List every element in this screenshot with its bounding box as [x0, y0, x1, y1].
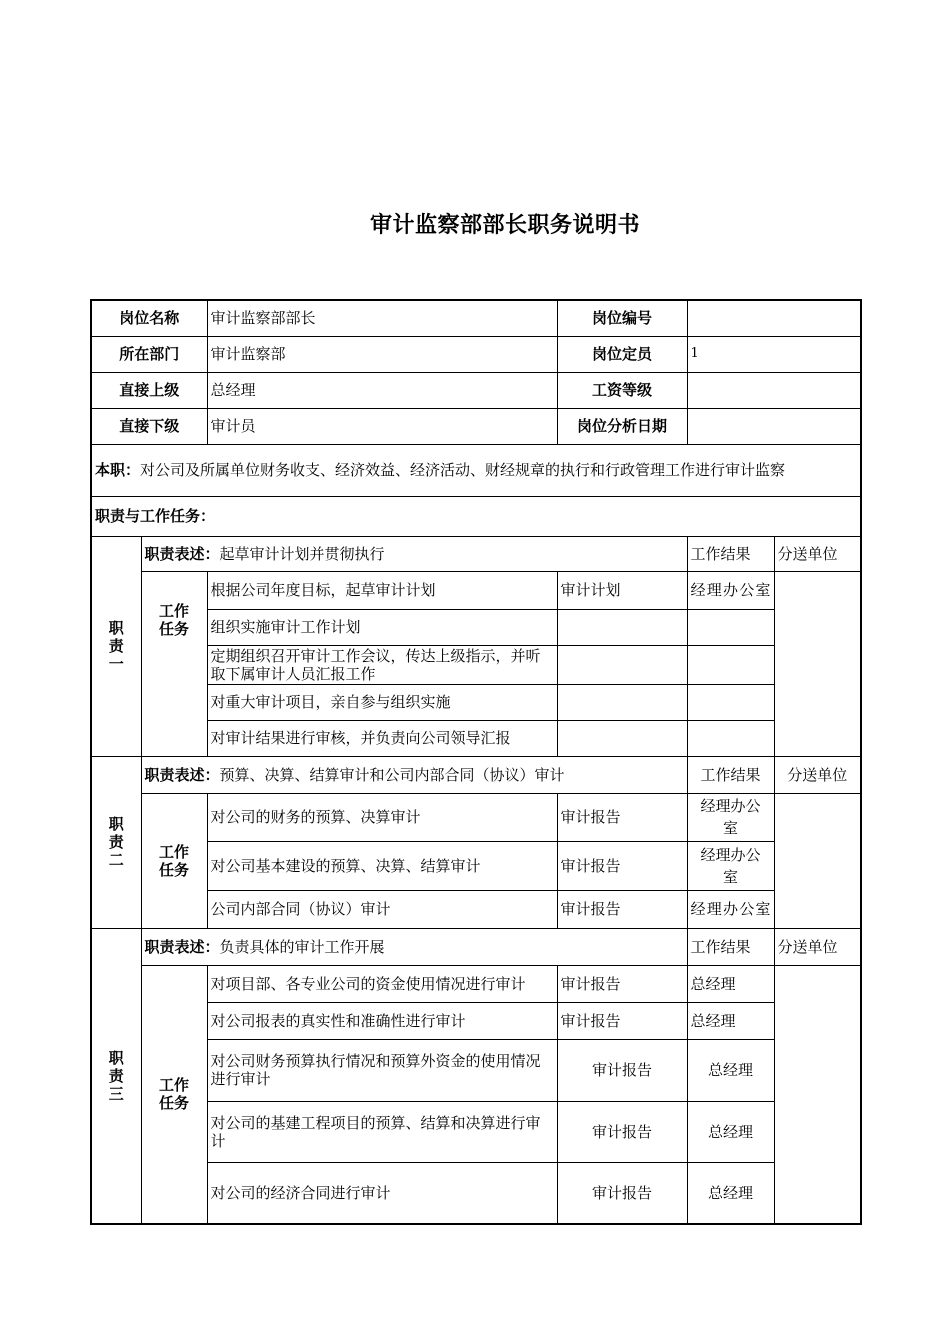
- task-text: 对公司的经济合同进行审计: [207, 1162, 557, 1224]
- duty-summary-label: 本职：: [95, 460, 141, 479]
- task-text: 对公司的财务的预算、决算审计: [207, 793, 557, 841]
- position-code-value: [687, 300, 861, 336]
- task-result: 审计报告: [557, 890, 687, 928]
- task-dest: 总经理: [687, 1039, 774, 1101]
- task-row: [91, 1162, 861, 1224]
- task-label: 工作 任务: [141, 965, 207, 1224]
- basic-row: [91, 372, 861, 408]
- document-title: 审计监察部部长职务说明书: [369, 213, 640, 238]
- task-result: 审计报告: [557, 1162, 687, 1224]
- dest-header: 分送单位: [774, 756, 861, 793]
- task-text: 公司内部合同（协议）审计: [207, 890, 557, 928]
- task-label: 工作 任务: [141, 571, 207, 756]
- task-dest: 经理办公室: [687, 841, 774, 890]
- task-row: [91, 1039, 861, 1101]
- task-row: [91, 1101, 861, 1162]
- result-header: 工作结果: [687, 536, 774, 571]
- responsibility-1-desc: 职责表述：起草审计计划并贯彻执行: [141, 536, 687, 571]
- task-row: [91, 609, 861, 645]
- position-name-label: 岗位名称: [91, 300, 207, 336]
- duty-summary-row: [91, 444, 861, 496]
- task-result: [557, 720, 687, 756]
- task-dest: 总经理: [687, 1101, 774, 1162]
- task-text: 对公司财务预算执行情况和预算外资金的使用情况进行审计: [207, 1039, 557, 1101]
- headcount-value: 1: [687, 336, 861, 372]
- task-row: [91, 965, 861, 1002]
- task-row: [91, 645, 861, 684]
- responsibility-desc-row: [91, 536, 861, 571]
- task-result: 审计报告: [557, 1101, 687, 1162]
- responsibility-desc-row: [91, 928, 861, 965]
- responsibility-3-desc: 职责表述：负责具体的审计工作开展: [141, 928, 687, 965]
- salary-grade-label: 工资等级: [557, 372, 687, 408]
- subordinate-value: 审计员: [207, 408, 557, 444]
- task-text: 对公司的基建工程项目的预算、结算和决算进行审计: [207, 1101, 557, 1162]
- task-label: 工作 任务: [141, 793, 207, 928]
- task-row: [91, 571, 861, 609]
- task-text: 定期组织召开审计工作会议，传达上级指示，并听取下属审计人员汇报工作: [207, 645, 557, 684]
- analysis-date-value: [687, 408, 861, 444]
- position-code-label: 岗位编号: [557, 300, 687, 336]
- task-result: 审计报告: [557, 1002, 687, 1039]
- task-text: 根据公司年度目标，起草审计计划: [207, 571, 557, 609]
- basic-row: [91, 408, 861, 444]
- task-dest: [687, 609, 774, 645]
- basic-row: [91, 336, 861, 372]
- task-dest: 总经理: [687, 1162, 774, 1224]
- task-row: [91, 890, 861, 928]
- dest-header: 分送单位: [774, 928, 861, 965]
- subordinate-label: 直接下级: [91, 408, 207, 444]
- task-row: [91, 720, 861, 756]
- task-result: [557, 609, 687, 645]
- task-text: 对重大审计项目，亲自参与组织实施: [207, 684, 557, 720]
- task-text: 对公司报表的真实性和准确性进行审计: [207, 1002, 557, 1039]
- task-result: 审计报告: [557, 1039, 687, 1101]
- task-result: [557, 645, 687, 684]
- responsibility-3-name: 职 责 三: [91, 928, 141, 1224]
- task-result: [557, 684, 687, 720]
- task-dest: 经理办公室: [687, 571, 774, 609]
- department-value: 审计监察部: [207, 336, 557, 372]
- position-name-value: 审计监察部部长: [207, 300, 557, 336]
- task-text: 组织实施审计工作计划: [207, 609, 557, 645]
- task-row: [91, 684, 861, 720]
- salary-grade-value: [687, 372, 861, 408]
- responsibilities-header-row: [91, 496, 861, 536]
- responsibility-1-name: 职 责 一: [91, 536, 141, 756]
- superior-value: 总经理: [207, 372, 557, 408]
- task-dest: 经理办公室: [687, 793, 774, 841]
- task-result: 审计计划: [557, 571, 687, 609]
- task-row: [91, 841, 861, 890]
- dest-header: 分送单位: [774, 536, 861, 571]
- task-dest: 总经理: [687, 1002, 774, 1039]
- responsibilities-header: 职责与工作任务：: [91, 496, 861, 536]
- basic-row: [91, 300, 861, 336]
- job-description-table: [90, 299, 862, 1225]
- task-row: [91, 793, 861, 841]
- task-text: 对公司基本建设的预算、决算、结算审计: [207, 841, 557, 890]
- department-label: 所在部门: [91, 336, 207, 372]
- task-result: 审计报告: [557, 965, 687, 1002]
- result-header: 工作结果: [687, 928, 774, 965]
- task-dest: [687, 684, 774, 720]
- task-dest: 经理办公室: [687, 890, 774, 928]
- task-dest: [687, 645, 774, 684]
- headcount-label: 岗位定员: [557, 336, 687, 372]
- task-dest: [687, 720, 774, 756]
- task-text: 对审计结果进行审核，并负责向公司领导汇报: [207, 720, 557, 756]
- task-result: 审计报告: [557, 793, 687, 841]
- responsibility-2-desc: 职责表述：预算、决算、结算审计和公司内部合同（协议）审计: [141, 756, 687, 793]
- task-dest: 总经理: [687, 965, 774, 1002]
- responsibility-2-name: 职 责 二: [91, 756, 141, 928]
- superior-label: 直接上级: [91, 372, 207, 408]
- task-result: 审计报告: [557, 841, 687, 890]
- analysis-date-label: 岗位分析日期: [557, 408, 687, 444]
- result-header: 工作结果: [687, 756, 774, 793]
- task-row: [91, 1002, 861, 1039]
- responsibility-desc-row: [91, 756, 861, 793]
- task-text: 对项目部、各专业公司的资金使用情况进行审计: [207, 965, 557, 1002]
- duty-summary-text: 对公司及所属单位财务收支、经济效益、经济活动、财经规章的执行和行政管理工作进行审计监察: [140, 460, 786, 479]
